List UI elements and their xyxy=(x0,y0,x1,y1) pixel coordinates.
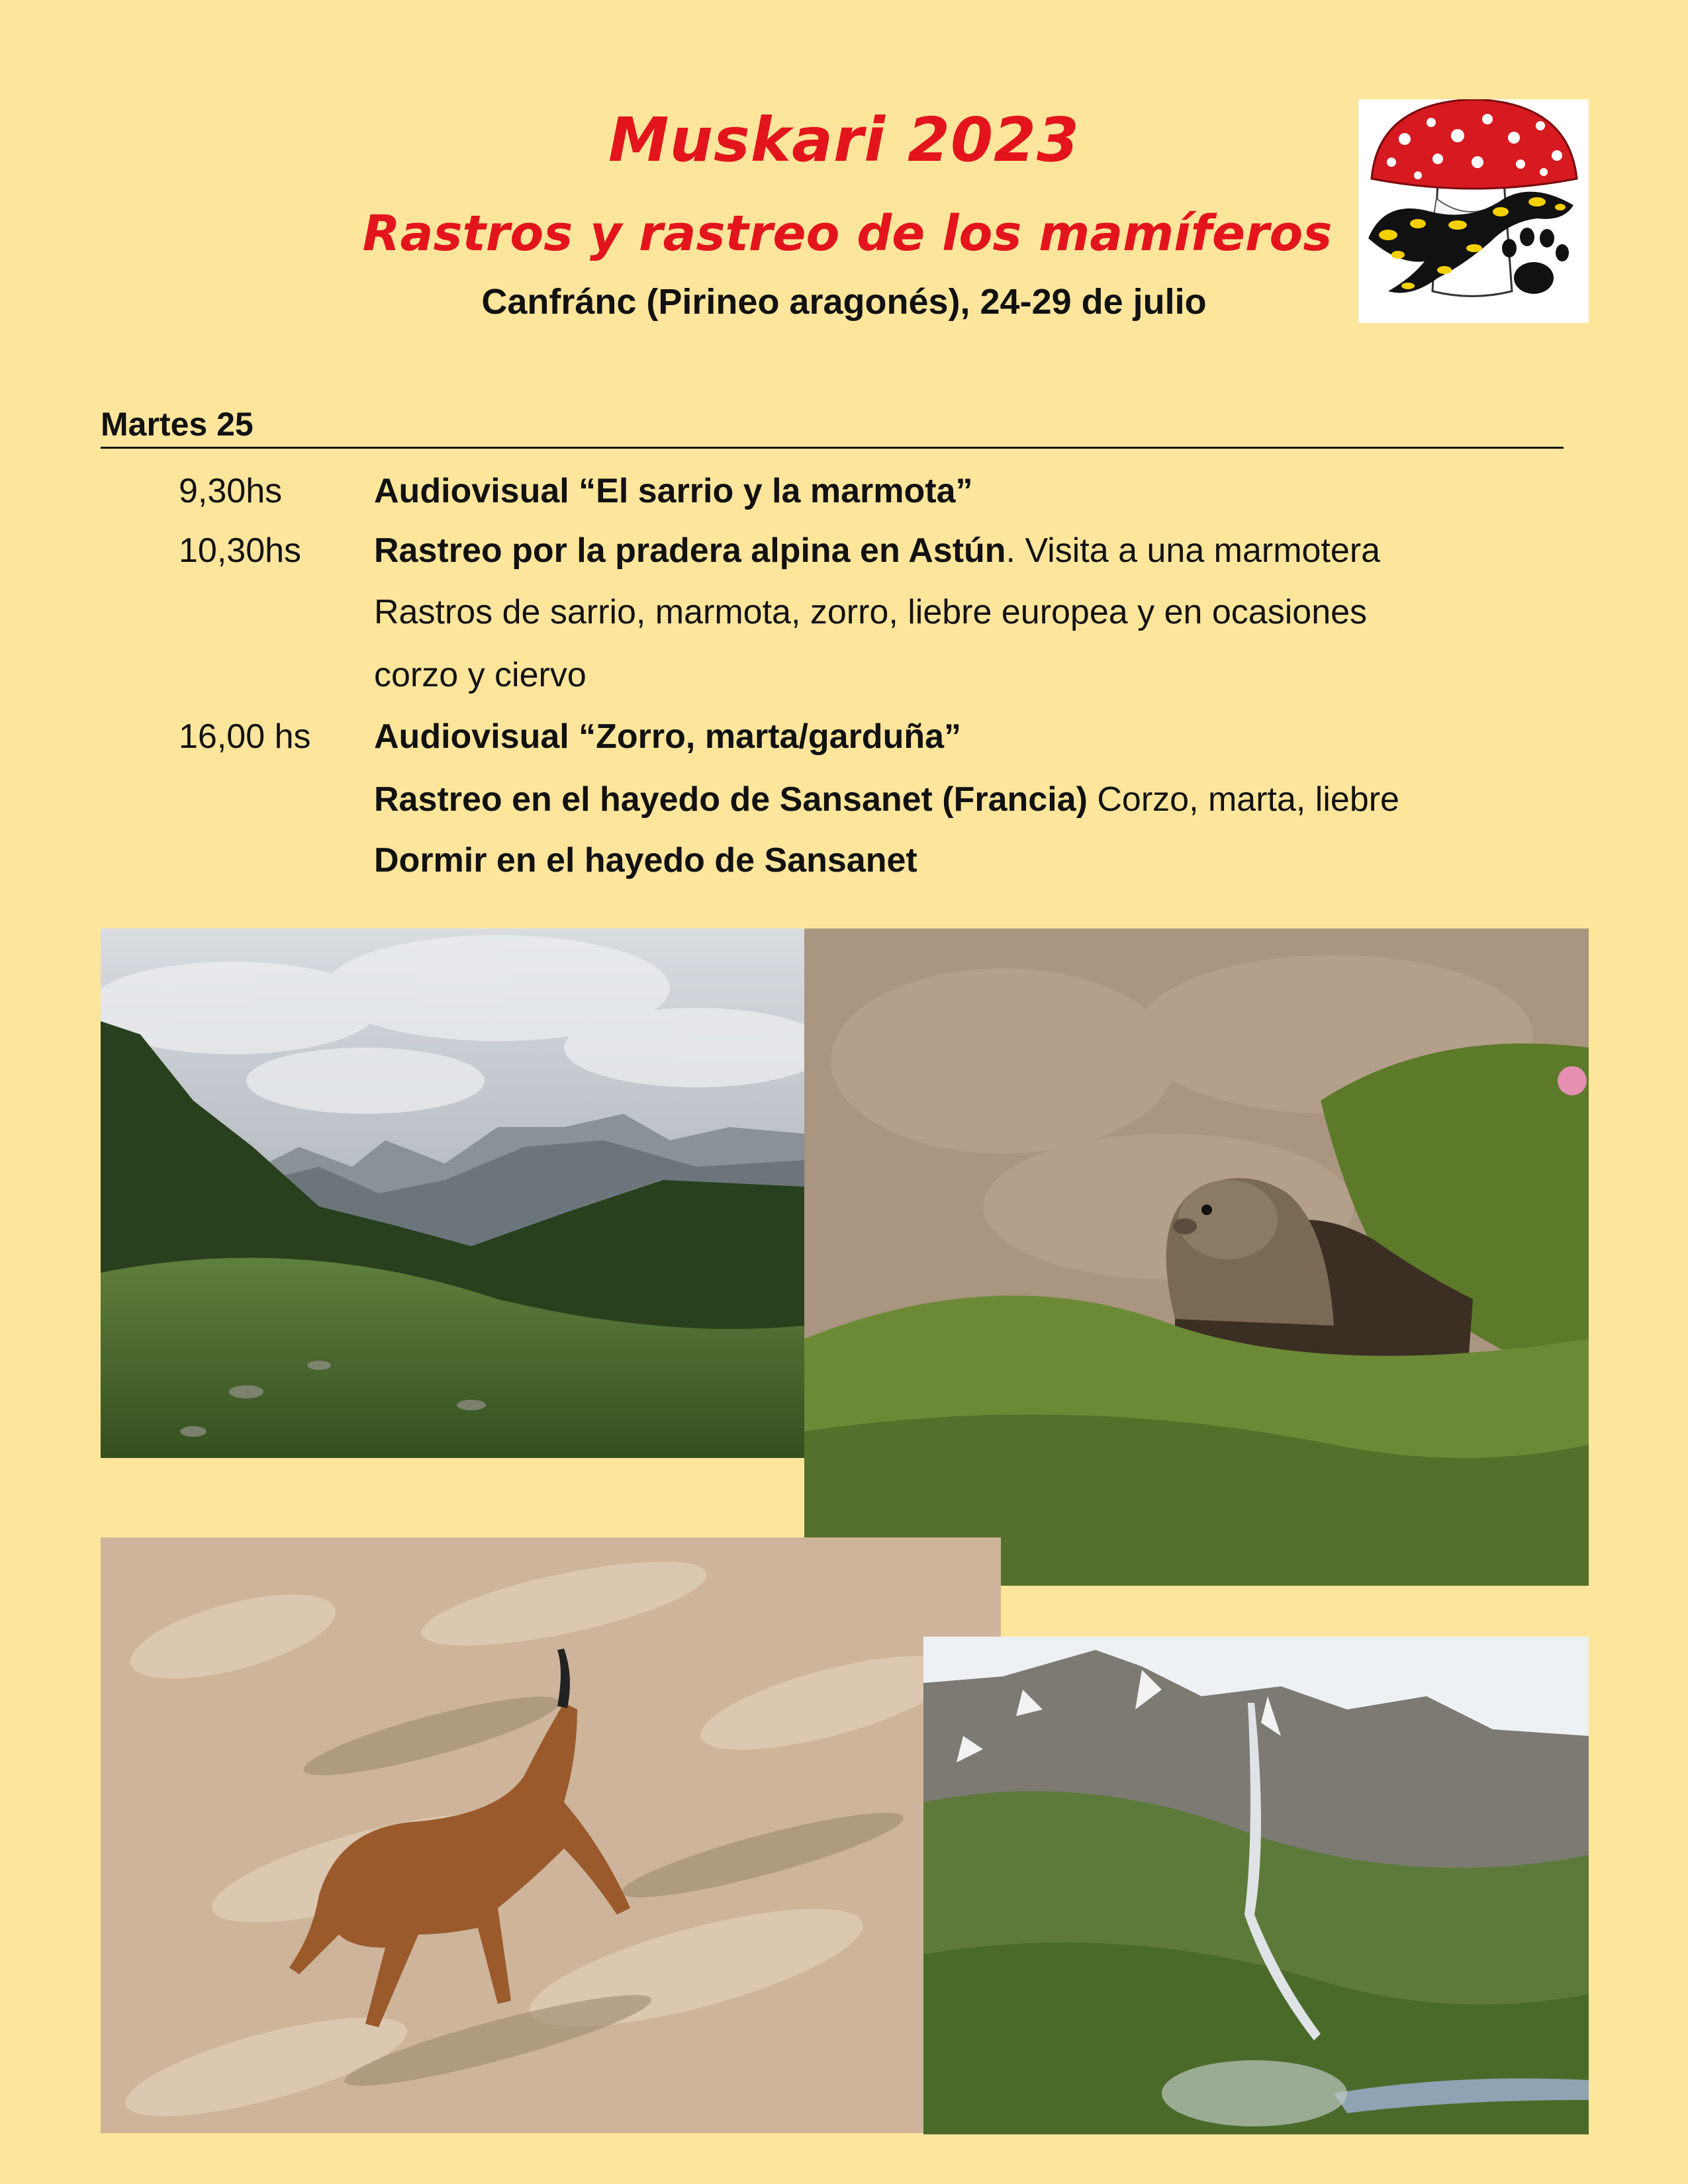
page-subtitle: Rastros y rastreo de los mamíferos xyxy=(362,205,1333,262)
activity-title: Audiovisual “El sarrio y la marmota” xyxy=(374,472,973,510)
schedule-activity xyxy=(374,645,1592,705)
activity-detail: . Visita a una marmotera xyxy=(1006,531,1381,570)
schedule-activity xyxy=(374,831,1592,890)
schedule-activity xyxy=(374,582,1592,642)
page-title: Muskari 2023 xyxy=(608,105,1080,175)
activity-detail: corzo y ciervo xyxy=(374,656,586,694)
schedule-activity xyxy=(374,521,1592,580)
chamois-photo xyxy=(101,1537,1001,2133)
marmot-photo xyxy=(804,929,1589,1586)
activity-detail: Corzo, marta, liebre xyxy=(1087,780,1399,819)
schedule-time: 16,00 hs xyxy=(179,717,311,756)
schedule-activity xyxy=(374,770,1592,829)
mushroom-salamander-paw-logo-icon xyxy=(1358,99,1589,323)
activity-title: Audiovisual “Zorro, marta/garduña” xyxy=(374,717,962,756)
day-underline-divider xyxy=(101,447,1564,449)
activity-detail: Rastros de sarrio, marmota, zorro, liebre europea y en ocasiones xyxy=(374,593,1368,631)
event-location-dates: Canfránc (Pirineo aragonés), 24-29 de julio xyxy=(481,282,1207,322)
day-heading: Martes 25 xyxy=(101,406,254,443)
activity-title: Rastreo en el hayedo de Sansanet (Francia) xyxy=(374,780,1088,819)
activity-title: Rastreo por la pradera alpina en Astún xyxy=(374,531,1006,570)
mountain-valley-photo xyxy=(101,929,804,1458)
schedule-activity xyxy=(374,461,1592,521)
schedule-time: 9,30hs xyxy=(179,472,283,510)
snowy-mountain-photo xyxy=(923,1637,1589,2134)
activity-title: Dormir en el hayedo de Sansanet xyxy=(374,841,917,880)
schedule-activity xyxy=(374,707,1592,766)
schedule-time: 10,30hs xyxy=(179,531,302,570)
